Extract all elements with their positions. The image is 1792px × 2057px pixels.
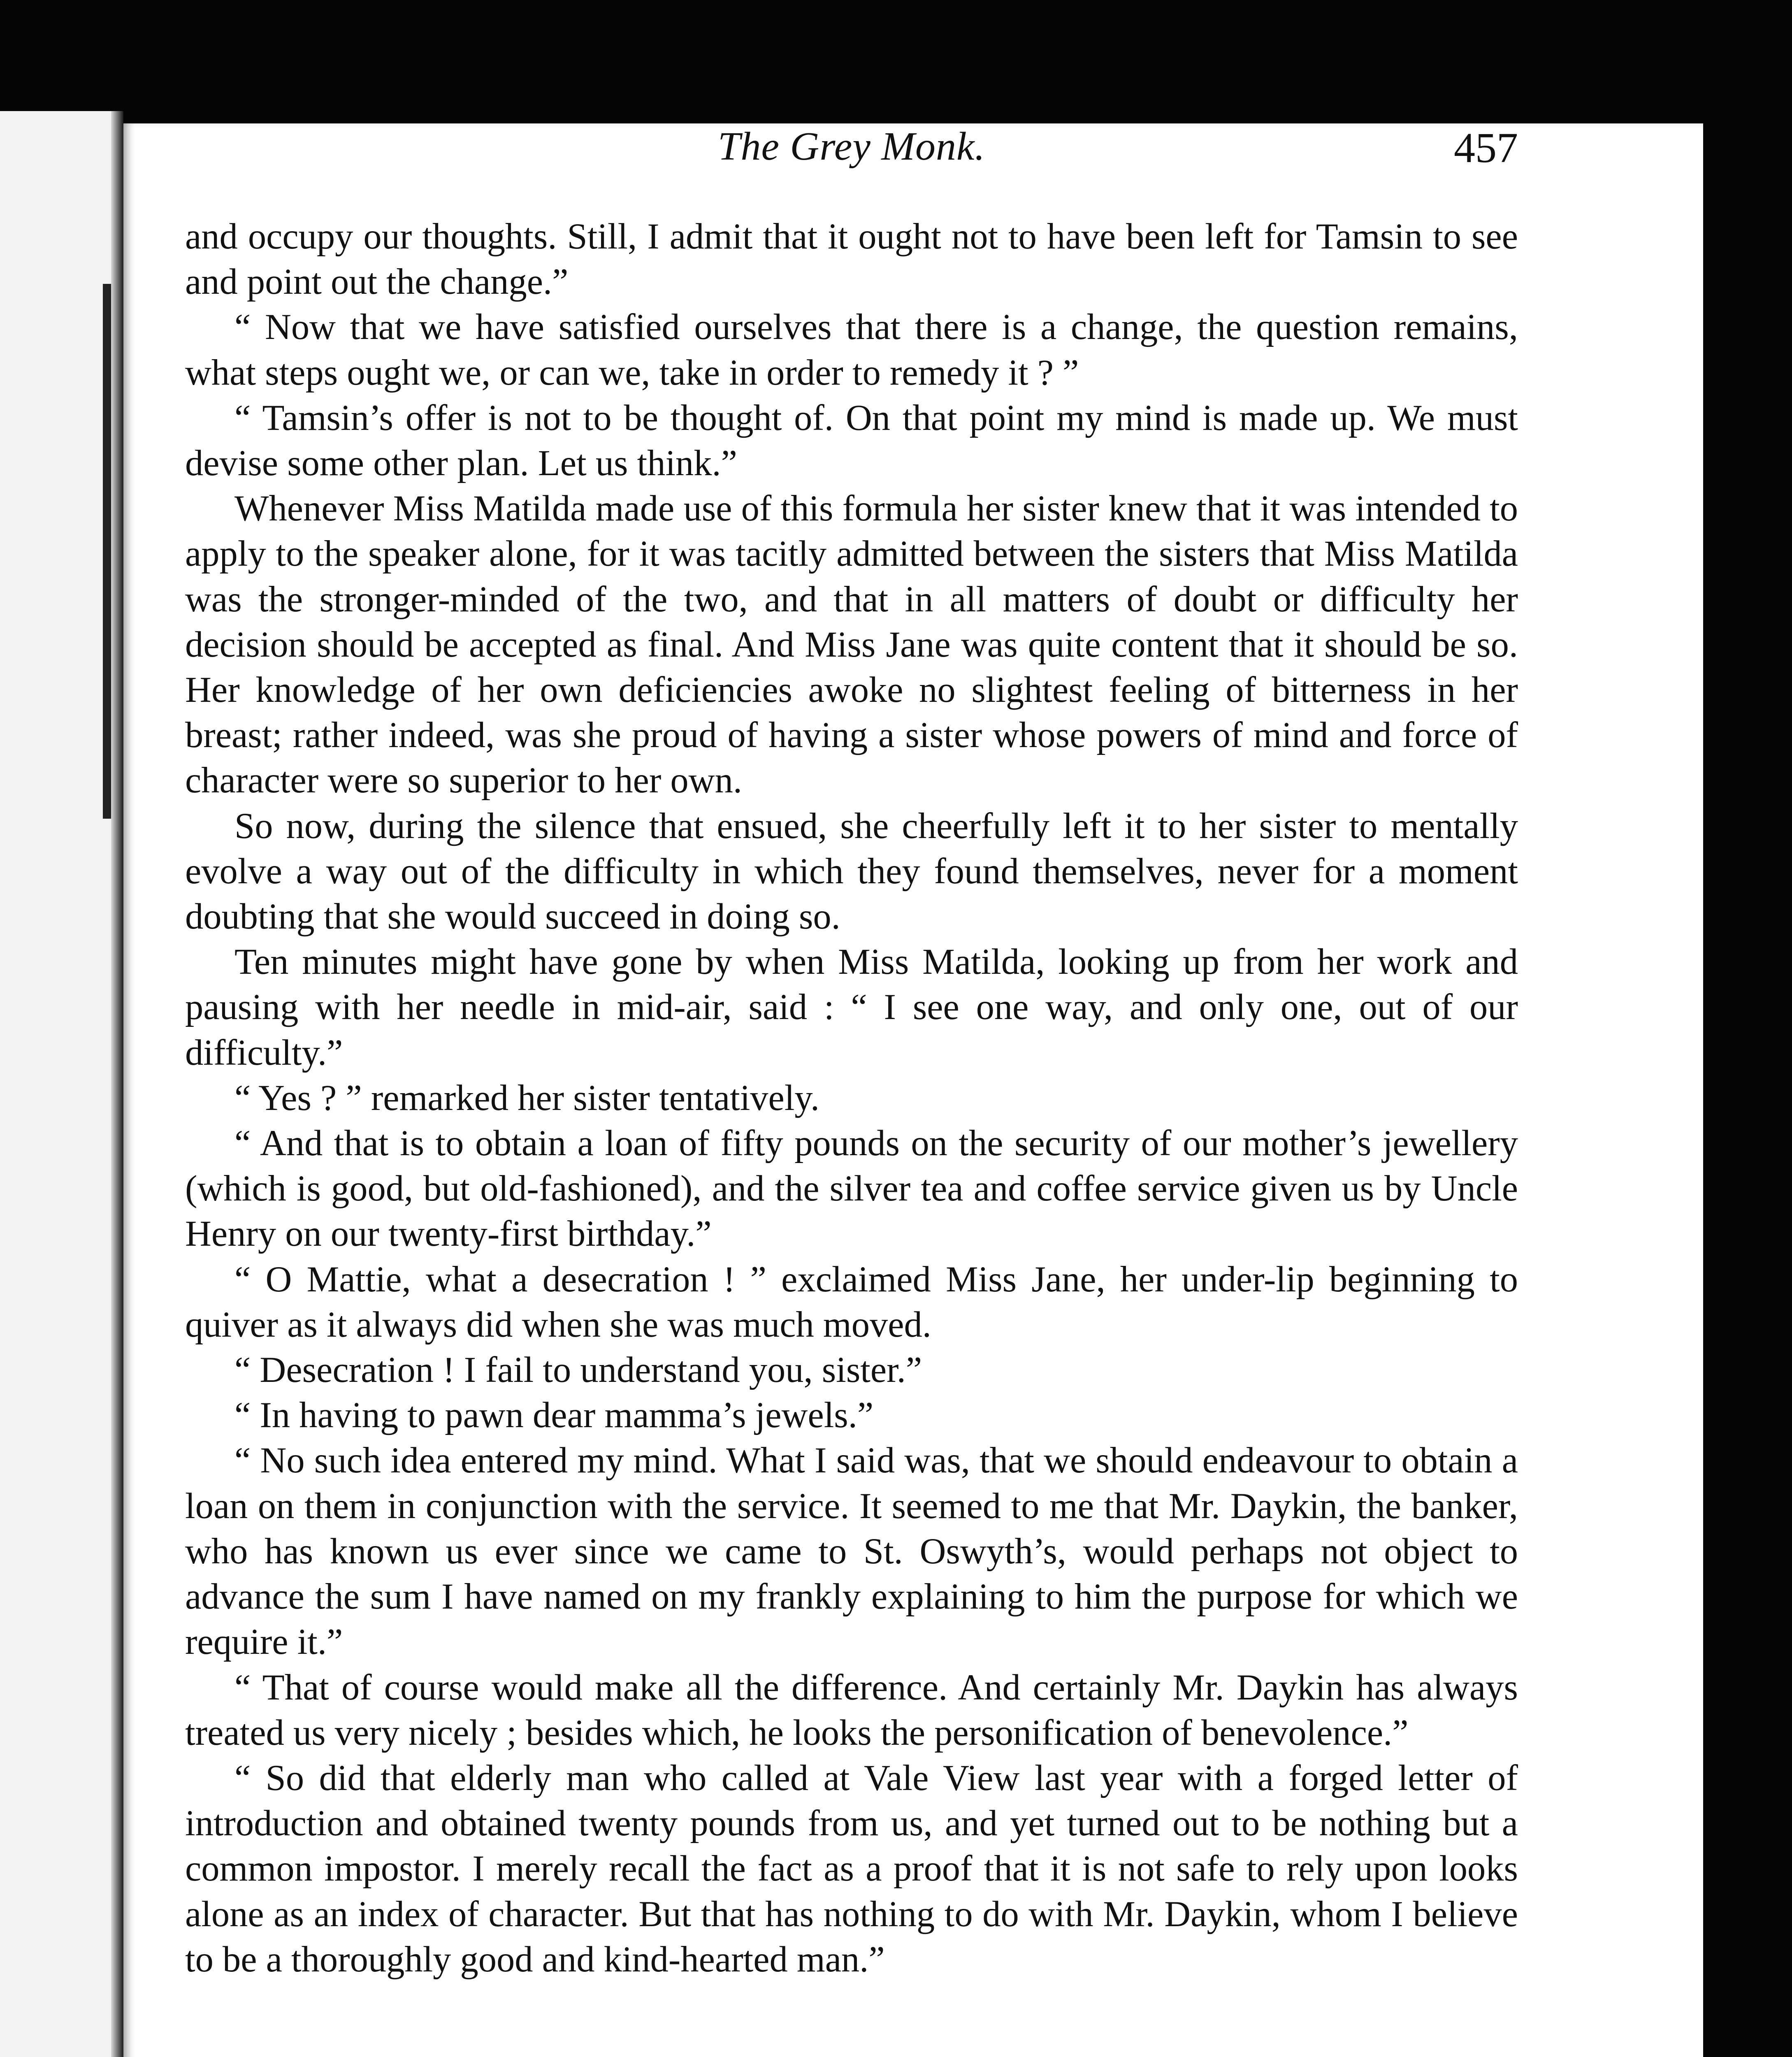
paragraph: and occupy our thoughts. Still, I admit that it ought not to have been left for Tamsin to see and point out the change.” (185, 216, 1518, 302)
paragraph: “ And that is to obtain a loan of fifty pounds on the security of our mother’s jewellery (which is good, but old-fashioned), and the silver tea and coffee service given us by Uncle Henry on our twenty-first birthday.” (185, 1123, 1518, 1254)
paragraph: “ In having to pawn dear mamma’s jewels.” (234, 1395, 874, 1436)
paragraph: “ No such idea entered my mind. What I said was, that we should endeavour to obtain a loan on them in conjunction with the service. It seemed to me that Mr. Daykin, the banker, who has known us ever since we came to St. Oswyth’s, would perhaps not object to advance the sum I have named on my frankly explaining to him the purpose for which we require it.” (185, 1440, 1518, 1662)
paragraph: “ So did that elderly man who called at Vale View last year with a forged letter of introduction and obtained twenty pounds from us, and yet turned out to be nothing but a common impostor. I merely recall the fact as a proof that it is not safe to rely upon looks alone as an index of character. But that has nothing to do with Mr. Daykin, whom I believe to be a thoroughly good and kind-hearted man.” (185, 1758, 1518, 1980)
paragraph: So now, during the silence that ensued, she cheerfully left it to her sister to mentally evolve a way out of the difficulty in which they found themselves, never for a moment doubting that she would succeed in doing so. (185, 806, 1518, 937)
paragraph: “ O Mattie, what a desecration ! ” exclaimed Miss Jane, her under-lip beginning to quiver as it always did when she was much moved. (185, 1259, 1518, 1345)
paragraph: Whenever Miss Matilda made use of this formula her sister knew that it was intended to apply to the speaker alone, for it was tacitly admitted between the sisters that Miss Matilda was the stronger-minded of the two, and that in all matters of doubt or difficulty her decision should be accepted as final. And Miss Jane was quite content that it should be so. Her knowledge of her own deficiencies awoke no slightest feeling of bitterness in her breast; rather indeed, was she proud of having a sister whose powers of mind and force of character were so superior to her own. (185, 488, 1518, 801)
paragraph: “ Desecration ! I fail to understand you, sister.” (234, 1350, 922, 1391)
page-number: 457 (1454, 124, 1518, 172)
facing-page-edge (0, 111, 123, 2057)
binding-shadow (103, 284, 111, 819)
paragraph: “ Yes ? ” remarked her sister tentatively. (234, 1077, 820, 1118)
page-header (185, 123, 1518, 197)
running-title: The Grey Monk. (718, 124, 985, 169)
paragraph: Ten minutes might have gone by when Miss Matilda, looking up from her work and pausing with her needle in mid-air, said : “ I see one way, and only one, out of our difficulty.” (185, 942, 1518, 1073)
page-gutter (111, 111, 123, 2057)
paragraph: “ Tamsin’s offer is not to be thought of. On that point my mind is made up. We must devise some other plan. Let us think.” (185, 397, 1518, 484)
paragraph: “ Now that we have satisfied ourselves that there is a change, the question remains, what steps ought we, or can we, take in order to remedy it ? ” (185, 307, 1518, 393)
body-text (185, 214, 1518, 1982)
paragraph: “ That of course would make all the difference. And certainly Mr. Daykin has always treated us very nicely ; besides which, he looks the personification of benevolence.” (185, 1667, 1518, 1753)
